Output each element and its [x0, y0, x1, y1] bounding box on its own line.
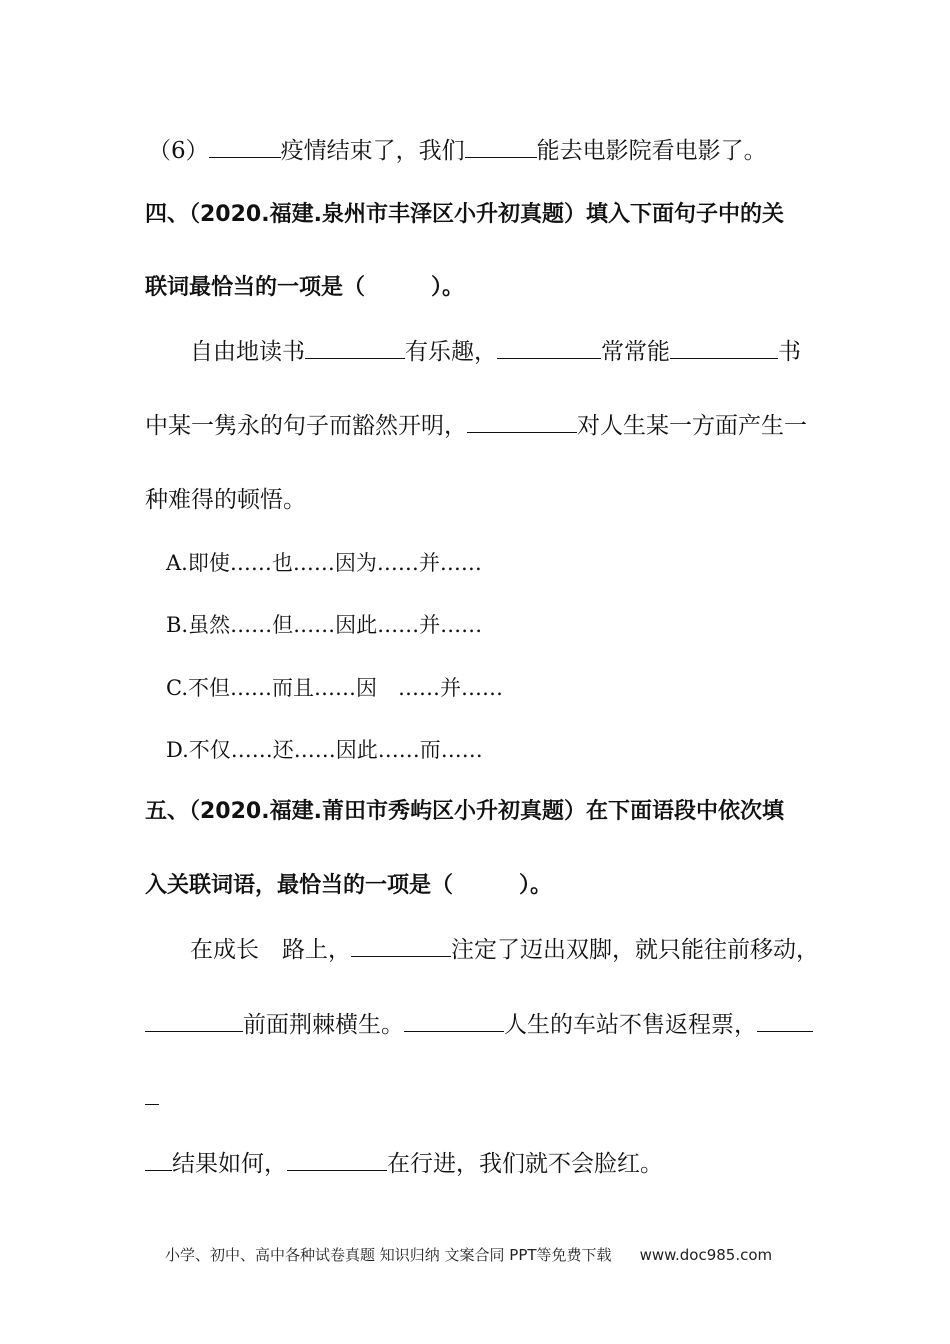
passage-text: 常常能	[601, 339, 670, 365]
answer-blank[interactable]	[305, 336, 405, 359]
option-c[interactable]: C.不但……而且……因 ……并……	[166, 676, 503, 700]
option-d[interactable]: D.不仅……还……因此……而……	[166, 738, 483, 762]
answer-blank[interactable]	[209, 135, 281, 158]
passage-text: 在成长 路上，	[190, 937, 351, 963]
passage-text: 在行进，我们就不会脸红。	[387, 1151, 663, 1177]
answer-blank[interactable]	[404, 1009, 504, 1032]
page-footer	[165, 1244, 772, 1265]
answer-blank[interactable]	[670, 336, 778, 359]
q5-passage-line4	[145, 1148, 663, 1179]
q4-passage-line3: 种难得的顿悟。	[145, 487, 306, 513]
answer-blank[interactable]	[287, 1148, 387, 1171]
option-a[interactable]: A.即使……也……因为……并……	[166, 551, 482, 575]
answer-blank[interactable]	[145, 1082, 159, 1105]
option-b[interactable]: B.虽然……但……因此……并……	[166, 613, 483, 637]
item-number: （6）	[148, 138, 209, 164]
q5-passage-line2	[145, 1009, 813, 1040]
answer-blank[interactable]	[467, 410, 577, 433]
q4-passage-line2	[145, 410, 807, 441]
answer-blank[interactable]	[351, 934, 451, 957]
passage-text: 对人生某一方面产生一	[577, 413, 807, 439]
q5-passage-line1	[190, 934, 819, 965]
q5-blank-continued	[145, 1082, 159, 1113]
q3-item-6	[148, 135, 767, 166]
passage-text: 中某一隽永的句子而豁然开明，	[145, 413, 467, 439]
q5-heading-line2: 入关联词语，最恰当的一项是（ ）。	[145, 873, 553, 898]
passage-text: 结果如何，	[172, 1151, 287, 1177]
passage-text: 有乐趣，	[405, 339, 497, 365]
footer-text: 小学、初中、高中各种试卷真题 知识归纳 文案合同 PPT等免费下载	[165, 1246, 612, 1264]
item-text: 能去电影院看电影了。	[536, 138, 767, 164]
passage-text: 前面荆棘横生。	[243, 1012, 404, 1038]
q5-heading-line1: 五、（2020.福建.莆田市秀屿区小升初真题）在下面语段中依次填	[145, 799, 784, 824]
q4-heading-line1: 四、（2020.福建.泉州市丰泽区小升初真题）填入下面句子中的关	[145, 202, 784, 227]
passage-text: 书	[778, 339, 801, 365]
passage-text: 自由地读书	[190, 339, 305, 365]
passage-text: 注定了迈出双脚，就只能往前移动，	[451, 937, 819, 963]
answer-blank[interactable]	[465, 135, 537, 158]
q4-heading-line2: 联词最恰当的一项是（ ）。	[145, 275, 465, 300]
answer-blank[interactable]	[145, 1009, 243, 1032]
q4-passage-line1	[190, 336, 801, 367]
answer-blank[interactable]	[757, 1009, 813, 1032]
answer-blank[interactable]	[145, 1148, 172, 1171]
answer-blank[interactable]	[497, 336, 601, 359]
passage-text: 人生的车站不售返程票，	[504, 1012, 757, 1038]
item-text: 疫情结束了，我们	[280, 138, 465, 164]
footer-url[interactable]: www.doc985.com	[639, 1246, 773, 1264]
